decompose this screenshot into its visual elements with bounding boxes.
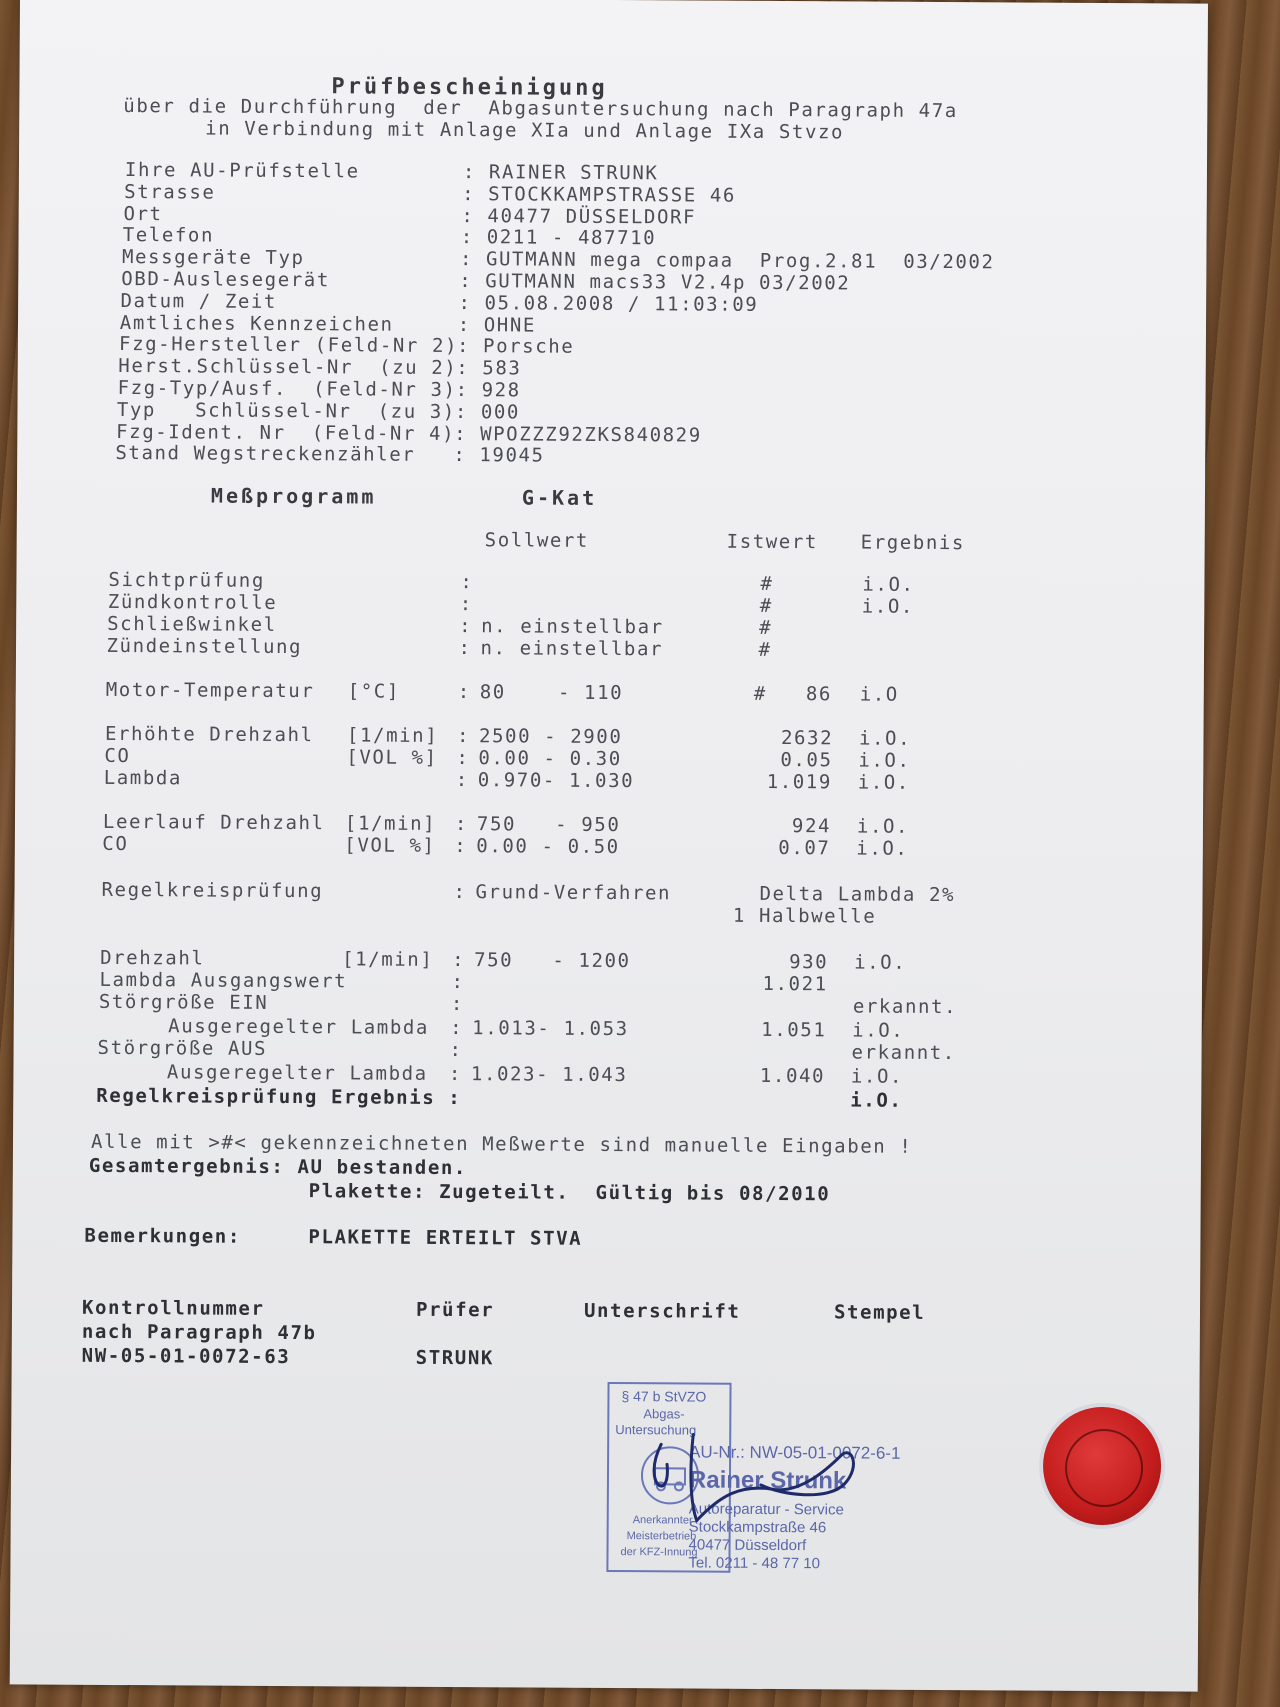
row-istwert: 0.05 [780, 749, 833, 772]
pruefer-value: STRUNK [415, 1346, 495, 1370]
row-label: Regelkreisprüfung [101, 878, 324, 903]
row-separator: : [456, 725, 471, 748]
info-label: Stand Wegstreckenzähler [115, 442, 416, 467]
column-istwert: Istwert [726, 530, 819, 554]
row-ergebnis: i.O. [850, 1089, 903, 1112]
row-sollwert: 750 - 1200 [474, 949, 631, 973]
info-label: Ihre AU-Prüfstelle [124, 159, 360, 183]
row-label: Lambda [103, 766, 183, 790]
info-separator: : [455, 379, 469, 402]
row-istwert: 0.07 [778, 837, 831, 860]
row-istwert: 930 [789, 951, 829, 974]
row-separator: : [457, 681, 471, 704]
row-istwert: Delta Lambda 2% [759, 882, 956, 907]
info-separator: : [460, 226, 474, 249]
info-value: STOCKKAMPSTRASSE 46 [488, 183, 737, 207]
row-istwert: 1.051 [761, 1018, 827, 1042]
row-ergebnis: i.O. [850, 1065, 904, 1088]
row-istwert: 2632 [780, 727, 834, 750]
row-sollwert: 750 - 950 [476, 813, 621, 837]
info-value: 928 [481, 379, 521, 402]
info-value: GUTMANN macs33 V2.4p 03/2002 [485, 270, 851, 295]
row-ergebnis: erkannt. [852, 995, 958, 1019]
red-seal-icon [1043, 1407, 1162, 1526]
stamp-line-c: Untersuchung [615, 1422, 697, 1438]
info-value: RAINER STRUNK [488, 161, 659, 185]
row-sollwert: 80 - 110 [479, 681, 624, 705]
row-label: Störgröße EIN [98, 990, 269, 1014]
row-unit: [1/min] [342, 948, 434, 971]
row-sollwert: n. einstellbar [480, 637, 664, 661]
row-label: Ausgeregelter Lambda [168, 1015, 430, 1039]
info-value: 583 [482, 357, 522, 380]
info-label: Fzg-Hersteller (Feld-Nr 2) [119, 333, 459, 358]
row-separator: : [459, 615, 473, 638]
row-sollwert: 1.023- 1.043 [470, 1063, 628, 1087]
row-separator: : [456, 747, 470, 770]
row-label: CO [102, 832, 129, 856]
document-title: Prüfbescheinigung [331, 74, 608, 101]
info-separator: : [462, 182, 476, 205]
stamp-service: Autoreparatur - Service [688, 1500, 844, 1519]
program-value: G-Kat [521, 485, 598, 510]
info-label: Fzg-Typ/Ausf. (Feld-Nr 3) [117, 376, 457, 402]
kontrollnummer-label: Kontrollnummer [81, 1296, 265, 1320]
row-istwert: # [759, 616, 773, 639]
info-value: 000 [480, 400, 521, 424]
row-istwert: # [759, 594, 773, 617]
info-label: Messgeräte Typ [121, 246, 305, 270]
info-label: Datum / Zeit [120, 289, 278, 313]
info-value: 0211 - 487710 [486, 226, 657, 250]
row-ergebnis: i.O. [854, 951, 907, 974]
info-label: Strasse [124, 180, 216, 204]
stamp-tel: Tel. 0211 - 48 77 10 [688, 1554, 820, 1573]
unterschrift-label: Unterschrift [583, 1299, 741, 1323]
row-separator: : [449, 1039, 463, 1062]
info-label: Telefon [122, 224, 215, 247]
info-separator: : [458, 291, 472, 314]
info-separator: : [456, 357, 470, 380]
row-ergebnis: i.O. [858, 727, 912, 750]
row-sollwert: 0.970- 1.030 [477, 769, 635, 793]
stamp-line-d: Anerkannter [632, 1514, 693, 1527]
info-separator: : [454, 400, 468, 423]
row-sollwert: 2500 - 2900 [478, 725, 623, 749]
row-ergebnis: i.O. [861, 595, 915, 618]
manual-input-note: Alle mit >#< gekennzeichneten Meßwerte sind manuelle Eingaben ! [90, 1130, 913, 1158]
row-ergebnis: i.O. [852, 1019, 905, 1042]
row-ergebnis: i.O. [856, 837, 909, 860]
row-istwert: # [760, 572, 774, 595]
header-line-2: in Verbindung mit Anlage XIa und Anlage IXa Stvzo [205, 117, 845, 144]
row-unit: [VOL %] [346, 746, 438, 769]
info-value: 19045 [479, 444, 545, 467]
info-value: GUTMANN mega compaa Prog.2.81 03/2002 [485, 248, 995, 274]
row-separator: : [452, 949, 466, 972]
bemerkungen-label: Bemerkungen: [84, 1224, 241, 1248]
row-separator: : [454, 813, 469, 836]
row-label: Erhöhte Drehzahl [104, 722, 314, 747]
row-unit: [°C] [347, 680, 400, 703]
row-separator: : [459, 593, 473, 616]
info-label: Ort [123, 202, 163, 225]
row-label: Regelkreisprüfung Ergebnis [96, 1084, 436, 1109]
stamp-city: 40477 Düsseldorf [688, 1536, 807, 1555]
row-label: Lambda Ausgangswert [99, 968, 348, 993]
row-separator: : [448, 1063, 463, 1086]
row-sollwert: n. einstellbar [481, 615, 664, 639]
row-label: Drehzahl [100, 946, 205, 970]
row-ergebnis: i.O. [858, 749, 911, 772]
info-value: Porsche [483, 335, 575, 359]
row-label: Zündeinstellung [106, 634, 303, 659]
column-ergebnis: Ergebnis [860, 531, 966, 555]
info-label: OBD-Auslesegerät [121, 267, 330, 292]
row-separator: : [450, 993, 464, 1016]
row-separator: : [451, 971, 465, 994]
row-separator: : [450, 1017, 464, 1040]
overall-result: Gesamtergebnis: AU bestanden. [88, 1154, 468, 1180]
info-separator: : [453, 444, 467, 467]
row-istwert: 1.019 [766, 770, 832, 794]
info-value: 40477 DÜSSELDORF [487, 204, 697, 229]
row-label: Zündkontrolle [107, 590, 278, 614]
stamp-line-b: Abgas- [643, 1406, 685, 1422]
column-sollwert: Sollwert [484, 529, 590, 552]
row-istwert: # 86 [753, 682, 833, 706]
stamp-line-e: Meisterbetrieb [626, 1530, 697, 1543]
row-label: Schließwinkel [107, 612, 277, 636]
header-line-1: über die Durchführung der Abgasuntersuchung nach Paragraph 47a [123, 95, 958, 123]
row-ergebnis: i.O. [862, 573, 915, 596]
row-ergebnis: erkannt. [851, 1041, 956, 1065]
info-label: Amtliches Kennzeichen [119, 311, 394, 336]
info-label: Fzg-Ident. Nr (Feld-Nr 4) [116, 420, 456, 445]
info-separator: : [457, 335, 471, 358]
row-sollwert: 0.00 - 0.50 [476, 835, 620, 859]
row-label: Störgröße AUS [97, 1036, 268, 1060]
row-sollwert: 0.00 - 0.30 [478, 747, 622, 771]
info-separator: : [459, 270, 473, 293]
info-value: OHNE [483, 313, 537, 337]
row-istwert: 924 [791, 815, 832, 838]
row-unit: [1/min] [344, 812, 437, 835]
row-istwert: 1 Halbwelle [732, 904, 877, 928]
row-ergebnis: i.O [859, 683, 899, 706]
row-label: Motor-Temperatur [105, 678, 315, 703]
kontrollnummer-value: NW-05-01-0072-63 [81, 1344, 291, 1369]
row-istwert: 1.040 [759, 1064, 826, 1088]
stamp-line-f: der KFZ-Innung [620, 1546, 698, 1559]
program-label: Meßprogramm [210, 483, 377, 509]
row-separator: : [455, 769, 469, 792]
plakette-status: Plakette: Zugeteilt. Gültig bis 08/2010 [308, 1180, 831, 1206]
bemerkungen-value: PLAKETTE ERTEILT STVA [308, 1226, 583, 1250]
row-label: Ausgeregelter Lambda [166, 1061, 428, 1085]
row-label: CO [104, 744, 131, 768]
row-label: Leerlauf Drehzahl [102, 810, 325, 835]
row-istwert: # [758, 638, 772, 661]
info-separator: : [457, 313, 471, 336]
row-label: Sichtprüfung [108, 568, 265, 592]
stamp-au-nr: AU-Nr.: NW-05-01-0072-6-1 [689, 1442, 901, 1463]
kontrollnummer-label-2: nach Paragraph 47b [81, 1320, 317, 1345]
row-separator: : [448, 1087, 462, 1110]
row-separator: : [460, 571, 474, 594]
info-separator: : [454, 422, 468, 445]
pruefer-label: Prüfer [415, 1298, 495, 1322]
row-separator: : [454, 835, 468, 858]
stempel-label: Stempel [833, 1301, 926, 1324]
info-separator: : [459, 248, 474, 271]
row-ergebnis: i.O. [856, 815, 910, 838]
info-separator: : [461, 204, 475, 227]
handwritten-signature [631, 1424, 892, 1536]
info-value: 05.08.2008 / 11:03:09 [484, 292, 759, 316]
stamp-line-a: § 47 b StVZO [621, 1388, 707, 1405]
info-value: WPOZZZ92ZKS840829 [480, 422, 702, 447]
info-label: Herst.Schlüssel-Nr (zu 2) [118, 355, 458, 380]
row-istwert: 1.021 [762, 972, 828, 996]
row-unit: [1/min] [346, 724, 439, 747]
row-sollwert: Grund-Verfahren [475, 881, 672, 905]
row-separator: : [458, 637, 472, 660]
stamp-street: Stockkampstraße 46 [688, 1518, 827, 1537]
stamp-company-name: Rainer Strunk [688, 1466, 847, 1495]
row-sollwert: 1.013- 1.053 [472, 1017, 629, 1041]
row-ergebnis: i.O. [857, 771, 910, 794]
row-separator: : [453, 881, 467, 904]
certificate-page [10, 0, 1208, 1692]
info-separator: : [462, 161, 477, 184]
row-unit: [VOL %] [344, 834, 436, 857]
info-label: Typ Schlüssel-Nr (zu 3) [116, 398, 456, 423]
